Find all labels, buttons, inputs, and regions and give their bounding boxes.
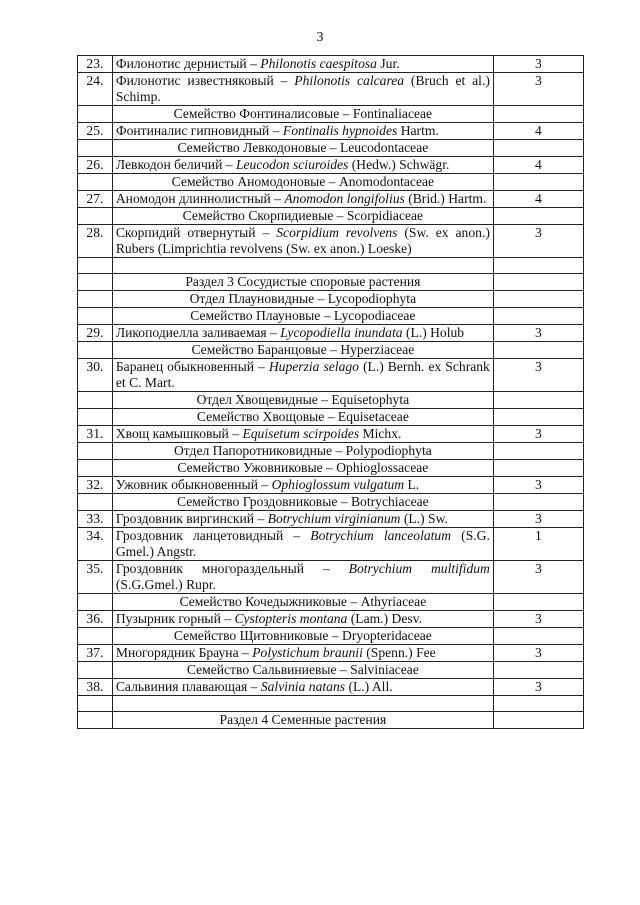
species-name-cell: Аномодон длиннолистный – Anomodon longifolius (Brid.) Hartm. xyxy=(112,191,493,208)
empty-cell xyxy=(78,628,113,645)
empty-cell xyxy=(493,174,583,191)
empty-cell xyxy=(493,443,583,460)
empty-cell xyxy=(78,106,113,123)
empty-cell xyxy=(493,308,583,325)
species-name-cell: Пузырник горный – Cystopteris montana (Lam.) Desv. xyxy=(112,611,493,628)
section-heading-row xyxy=(78,409,584,426)
species-row xyxy=(78,645,584,662)
author-citation: (L.) Holub xyxy=(402,325,465,340)
species-name-cell: Филонотис известняковый – Philonotis calcarea (Bruch et al.) Schimp. xyxy=(112,73,493,106)
status-category: 4 xyxy=(493,157,583,174)
latin-name: Philonotis caespitosa xyxy=(260,56,377,71)
empty-cell xyxy=(78,342,113,359)
row-number: 31. xyxy=(78,426,113,443)
empty-cell xyxy=(78,308,113,325)
row-number: 27. xyxy=(78,191,113,208)
row-number: 35. xyxy=(78,561,113,594)
russian-name: Фонтиналис гипновидный xyxy=(115,123,270,138)
empty-cell xyxy=(493,628,583,645)
section-heading-row xyxy=(78,342,584,359)
author-citation: (Brid.) Hartm. xyxy=(404,191,487,206)
empty-cell xyxy=(78,409,113,426)
russian-name: Филонотис известняковый xyxy=(115,73,274,88)
row-number: 36. xyxy=(78,611,113,628)
empty-cell xyxy=(493,258,583,274)
author-citation: (S.G.Gmel.) Rupr. xyxy=(115,577,216,592)
status-category: 4 xyxy=(493,191,583,208)
section-heading: Раздел 4 Семенные растения xyxy=(112,712,493,729)
section-heading: Отдел Папоротниковидные – Polypodiophyta xyxy=(112,443,493,460)
empty-cell xyxy=(78,291,113,308)
empty-cell xyxy=(78,174,113,191)
section-heading-row xyxy=(78,443,584,460)
latin-name: Cystopteris montana xyxy=(234,611,348,626)
empty-cell xyxy=(493,392,583,409)
species-row xyxy=(78,73,584,106)
section-heading: Семейство Баранцовые – Hyperziaceae xyxy=(112,342,493,359)
empty-row xyxy=(78,258,584,274)
row-number: 24. xyxy=(78,73,113,106)
russian-name: Филонотис дернистый xyxy=(115,56,247,71)
species-row xyxy=(78,123,584,140)
species-row xyxy=(78,477,584,494)
species-row xyxy=(78,325,584,342)
empty-cell xyxy=(78,274,113,291)
author-citation: Jur. xyxy=(376,56,400,71)
status-category: 3 xyxy=(493,426,583,443)
species-row xyxy=(78,225,584,258)
section-heading-row xyxy=(78,712,584,729)
section-heading: Отдел Хвощевидные – Equisetophyta xyxy=(112,392,493,409)
empty-cell xyxy=(78,443,113,460)
latin-name: Botrychium virginianum xyxy=(267,511,401,526)
russian-name: Ужовник обыкновенный xyxy=(115,477,258,492)
section-heading: Семейство Ужовниковые – Ophioglossaceae xyxy=(112,460,493,477)
species-row xyxy=(78,679,584,696)
status-category: 3 xyxy=(493,359,583,392)
status-category: 4 xyxy=(493,123,583,140)
row-number: 29. xyxy=(78,325,113,342)
author-citation: (Sw. ex anon.) Rubers (Limprichtia revolvens (Sw. ex anon.) Loeske) xyxy=(115,225,490,256)
row-number: 25. xyxy=(78,123,113,140)
row-number: 32. xyxy=(78,477,113,494)
status-category: 3 xyxy=(493,611,583,628)
author-citation: (Bruch et al.) Schimp. xyxy=(115,73,490,104)
empty-cell xyxy=(493,208,583,225)
section-heading: Семейство Аномодоновые – Anomodontaceae xyxy=(112,174,493,191)
latin-name: Fontinalis hypnoides xyxy=(282,123,398,138)
empty-cell xyxy=(493,342,583,359)
section-heading: Семейство Фонтиналисовые – Fontinaliaceae xyxy=(112,106,493,123)
author-citation: (Lam.) Desv. xyxy=(347,611,422,626)
species-name-cell: Скорпидий отвернутый – Scorpidium revolvens (Sw. ex anon.) Rubers (Limprichtia revolvens (Sw. ex anon.) Loeske) xyxy=(112,225,493,258)
russian-name: Многорядник Брауна xyxy=(115,645,239,660)
row-number: 30. xyxy=(78,359,113,392)
russian-name: Гроздовник виргинский xyxy=(115,511,255,526)
species-name-cell: Многорядник Брауна – Polystichum braunii (Spenn.) Fee xyxy=(112,645,493,662)
author-citation: (L.) Sw. xyxy=(400,511,448,526)
status-category: 3 xyxy=(493,73,583,106)
author-citation: Hartm. xyxy=(397,123,439,138)
section-heading: Раздел 3 Сосудистые споровые растения xyxy=(112,274,493,291)
section-heading: Отдел Плауновидные – Lycopodiophyta xyxy=(112,291,493,308)
latin-name: Salvinia natans xyxy=(260,679,346,694)
section-heading-row xyxy=(78,106,584,123)
status-category: 3 xyxy=(493,645,583,662)
author-citation: L. xyxy=(404,477,420,492)
species-row xyxy=(78,511,584,528)
latin-name: Huperzia selago xyxy=(268,359,359,374)
species-name-cell: Ужовник обыкновенный – Ophioglossum vulgatum L. xyxy=(112,477,493,494)
section-heading-row xyxy=(78,208,584,225)
latin-name: Ophioglossum vulgatum xyxy=(271,477,405,492)
section-heading: Семейство Левкодоновые – Leucodontaceae xyxy=(112,140,493,157)
section-heading-row xyxy=(78,174,584,191)
species-row xyxy=(78,157,584,174)
section-heading: Семейство Кочедыжниковые – Athyriaceae xyxy=(112,594,493,611)
section-heading: Семейство Сальвиниевые – Salviniaceae xyxy=(112,662,493,679)
species-name-cell: Сальвиния плавающая – Salvinia natans (L.) All. xyxy=(112,679,493,696)
empty-cell xyxy=(493,460,583,477)
page-number: 3 xyxy=(316,30,324,45)
russian-name: Гроздовник ланцетовидный xyxy=(115,528,284,543)
empty-cell xyxy=(78,696,113,712)
empty-cell xyxy=(78,494,113,511)
section-heading-row xyxy=(78,460,584,477)
species-row xyxy=(78,426,584,443)
russian-name: Пузырник горный xyxy=(115,611,221,626)
row-number: 38. xyxy=(78,679,113,696)
section-heading-row xyxy=(78,291,584,308)
status-category: 3 xyxy=(493,679,583,696)
empty-cell xyxy=(78,662,113,679)
status-category: 3 xyxy=(493,477,583,494)
latin-name: Lycopodiella inundata xyxy=(280,325,403,340)
empty-cell xyxy=(493,696,583,712)
latin-name: Botrychium multifidum xyxy=(348,561,490,576)
section-heading: Семейство Плауновые – Lycopodiaceae xyxy=(112,308,493,325)
latin-name: Botrychium lanceolatum xyxy=(310,528,452,543)
row-number: 28. xyxy=(78,225,113,258)
author-citation: (L.) Bernh. ex Schrank et C. Mart. xyxy=(115,359,490,390)
empty-cell xyxy=(493,712,583,729)
species-row xyxy=(78,359,584,392)
section-heading-row xyxy=(78,274,584,291)
empty-cell xyxy=(112,258,493,274)
species-name-cell: Ликоподиелла заливаемая – Lycopodiella inundata (L.) Holub xyxy=(112,325,493,342)
author-citation: (Hedw.) Schwägr. xyxy=(348,157,450,172)
status-category: 3 xyxy=(493,561,583,594)
section-heading-row xyxy=(78,662,584,679)
empty-cell xyxy=(78,712,113,729)
species-name-cell: Гроздовник виргинский – Botrychium virginianum (L.) Sw. xyxy=(112,511,493,528)
section-heading: Семейство Щитовниковые – Dryopteridaceae xyxy=(112,628,493,645)
section-heading-row xyxy=(78,392,584,409)
section-heading-row xyxy=(78,628,584,645)
empty-cell xyxy=(493,662,583,679)
author-citation: Michx. xyxy=(359,426,402,441)
russian-name: Гроздовник многораздельный xyxy=(115,561,305,576)
species-name-cell: Баранец обыкновенный – Huperzia selago (L.) Bernh. ex Schrank et C. Mart. xyxy=(112,359,493,392)
empty-cell xyxy=(493,140,583,157)
species-name-cell: Хвощ камышковый – Equisetum scirpoides Michx. xyxy=(112,426,493,443)
empty-cell xyxy=(78,208,113,225)
russian-name: Сальвиния плавающая xyxy=(115,679,248,694)
species-row xyxy=(78,561,584,594)
status-category: 1 xyxy=(493,528,583,561)
species-table-body xyxy=(78,56,584,729)
section-heading: Семейство Скорпидиевые – Scorpidiaceae xyxy=(112,208,493,225)
section-heading-row xyxy=(78,308,584,325)
status-category: 3 xyxy=(493,56,583,73)
row-number: 34. xyxy=(78,528,113,561)
russian-name: Аномодон длиннолистный xyxy=(115,191,271,206)
russian-name: Хвощ камышковый xyxy=(115,426,229,441)
latin-name: Equisetum scirpoides xyxy=(242,426,360,441)
section-heading: Семейство Гроздовниковые – Botrychiaceae xyxy=(112,494,493,511)
empty-cell xyxy=(78,460,113,477)
empty-cell xyxy=(493,274,583,291)
status-category: 3 xyxy=(493,325,583,342)
latin-name: Philonotis calcarea xyxy=(294,73,405,88)
section-heading-row xyxy=(78,140,584,157)
row-number: 26. xyxy=(78,157,113,174)
species-table xyxy=(77,55,584,729)
species-name-cell: Левкодон беличий – Leucodon sciuroides (Hedw.) Schwägr. xyxy=(112,157,493,174)
species-name-cell: Гроздовник многораздельный – Botrychium multifidum (S.G.Gmel.) Rupr. xyxy=(112,561,493,594)
status-category: 3 xyxy=(493,511,583,528)
species-name-cell: Гроздовник ланцетовидный – Botrychium lanceolatum (S.G. Gmel.) Angstr. xyxy=(112,528,493,561)
empty-cell xyxy=(78,594,113,611)
section-heading-row xyxy=(78,494,584,511)
russian-name: Ликоподиелла заливаемая xyxy=(115,325,267,340)
section-heading: Семейство Хвощовые – Equisetaceae xyxy=(112,409,493,426)
empty-cell xyxy=(493,291,583,308)
empty-cell xyxy=(112,696,493,712)
latin-name: Anomodon longifolius xyxy=(284,191,405,206)
species-row xyxy=(78,528,584,561)
empty-cell xyxy=(493,409,583,426)
author-citation: (S.G. Gmel.) Angstr. xyxy=(115,528,490,559)
author-citation: (Spenn.) Fee xyxy=(362,645,436,660)
species-row xyxy=(78,56,584,73)
empty-cell xyxy=(493,494,583,511)
species-row xyxy=(78,611,584,628)
empty-cell xyxy=(493,106,583,123)
latin-name: Scorpidium revolvens xyxy=(276,225,398,240)
empty-cell xyxy=(78,258,113,274)
section-heading-row xyxy=(78,594,584,611)
author-citation: (L.) All. xyxy=(345,679,393,694)
species-name-cell: Филонотис дернистый – Philonotis caespitosa Jur. xyxy=(112,56,493,73)
row-number: 23. xyxy=(78,56,113,73)
empty-cell xyxy=(78,392,113,409)
empty-row xyxy=(78,696,584,712)
latin-name: Polystichum braunii xyxy=(252,645,363,660)
empty-cell xyxy=(78,140,113,157)
russian-name: Левкодон беличий xyxy=(115,157,223,172)
species-row xyxy=(78,191,584,208)
russian-name: Баранец обыкновенный xyxy=(115,359,254,374)
empty-cell xyxy=(493,594,583,611)
row-number: 37. xyxy=(78,645,113,662)
status-category: 3 xyxy=(493,225,583,258)
russian-name: Скорпидий отвернутый xyxy=(115,225,256,240)
row-number: 33. xyxy=(78,511,113,528)
latin-name: Leucodon sciuroides xyxy=(235,157,349,172)
species-name-cell: Фонтиналис гипновидный – Fontinalis hypnoides Hartm. xyxy=(112,123,493,140)
